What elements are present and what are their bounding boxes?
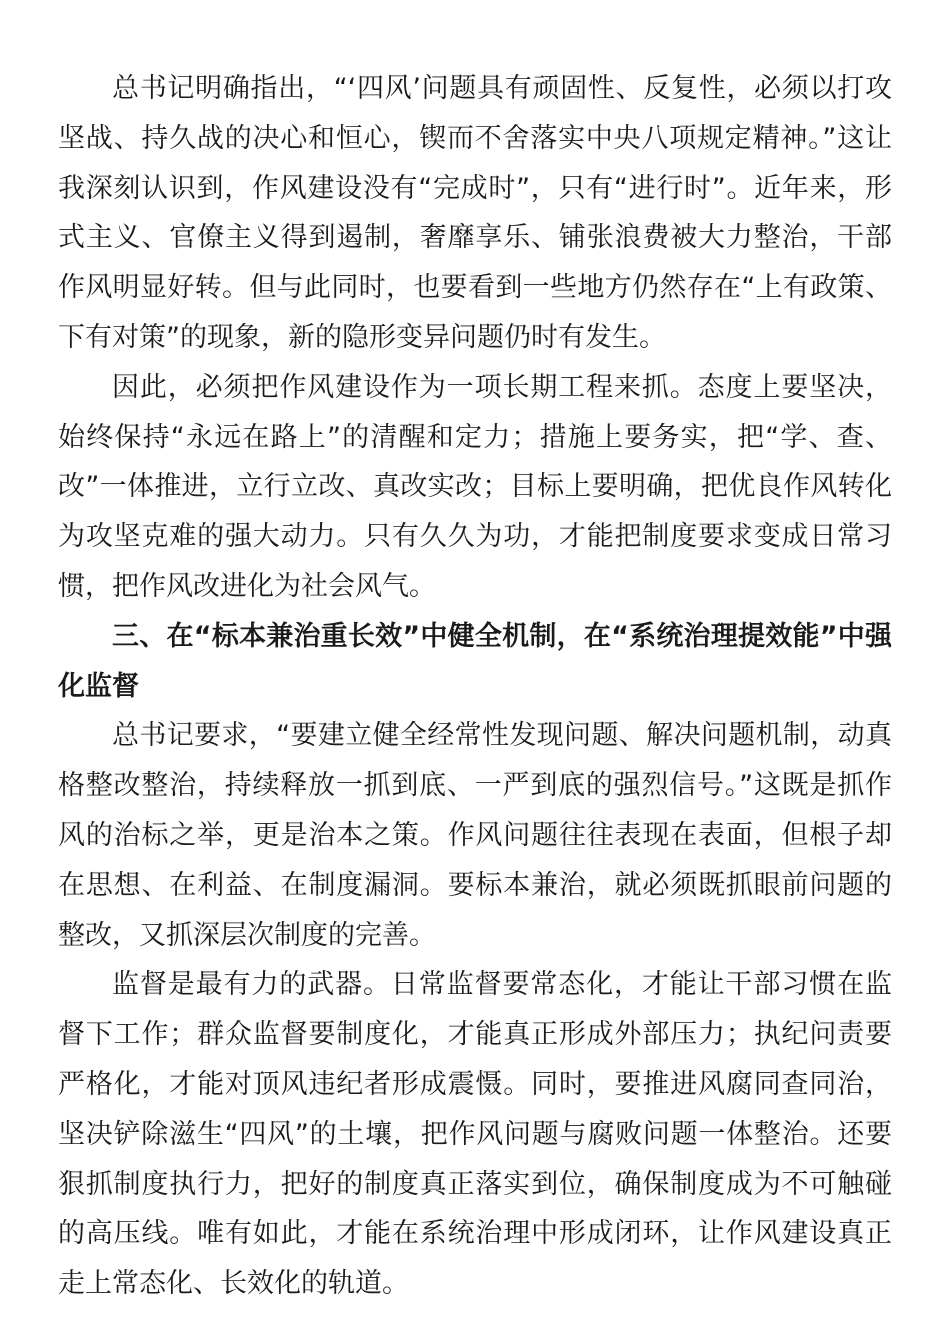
paragraph-2: 因此，必须把作风建设作为一项长期工程来抓。态度上要坚决，始终保持“永远在路上”的清醒和定力；措施上要务实，把“学、查、改”一体推进，立行立改、真改实改；目标上要明确，把优良作风转化为攻坚克难的强大动力。只有久久为功，才能把制度要求变成日常习惯，把作风改进化为社会风气。 [58, 371, 892, 602]
paragraph-3: 总书记要求，“要建立健全经常性发现问题、解决问题机制，动真格整改整治，持续释放一抓到底、一严到底的强烈信号。”这既是抓作风的治标之举，更是治本之策。作风问题往往表现在表面，但根子却在思想、在利益、在制度漏洞。要标本兼治，就必须既抓眼前问题的整改，又抓深层次制度的完善。 [58, 720, 892, 951]
paragraph-1: 总书记明确指出，“‘四风’问题具有顽固性、反复性，必须以打攻坚战、持久战的决心和恒心，锲而不舍落实中央八项规定精神。”这让我深刻认识到，作风建设没有“完成时”，只有“进行时”。近年来，形式主义、官僚主义得到遏制，奢靡享乐、铺张浪费被大力整治，干部作风明显好转。但与此同时，也要看到一些地方仍然存在“上有政策、下有对策”的现象，新的隐形变异问题仍时有发生。 [58, 73, 892, 353]
document-page [58, 64, 892, 1309]
section-heading-3: 三、在“标本兼治重长效”中健全机制，在“系统治理提效能”中强化监督 [58, 620, 892, 702]
paragraph-4: 监督是最有力的武器。日常监督要常态化，才能让干部习惯在监督下工作；群众监督要制度化，才能真正形成外部压力；执纪问责要严格化，才能对顶风违纪者形成震慑。同时，要推进风腐同查同治，坚决铲除滋生“四风”的土壤，把作风问题与腐败问题一体整治。还要狠抓制度执行力，把好的制度真正落实到位，确保制度成为不可触碰的高压线。唯有如此，才能在系统治理中形成闭环，让作风建设真正走上常态化、长效化的轨道。 [58, 969, 892, 1300]
